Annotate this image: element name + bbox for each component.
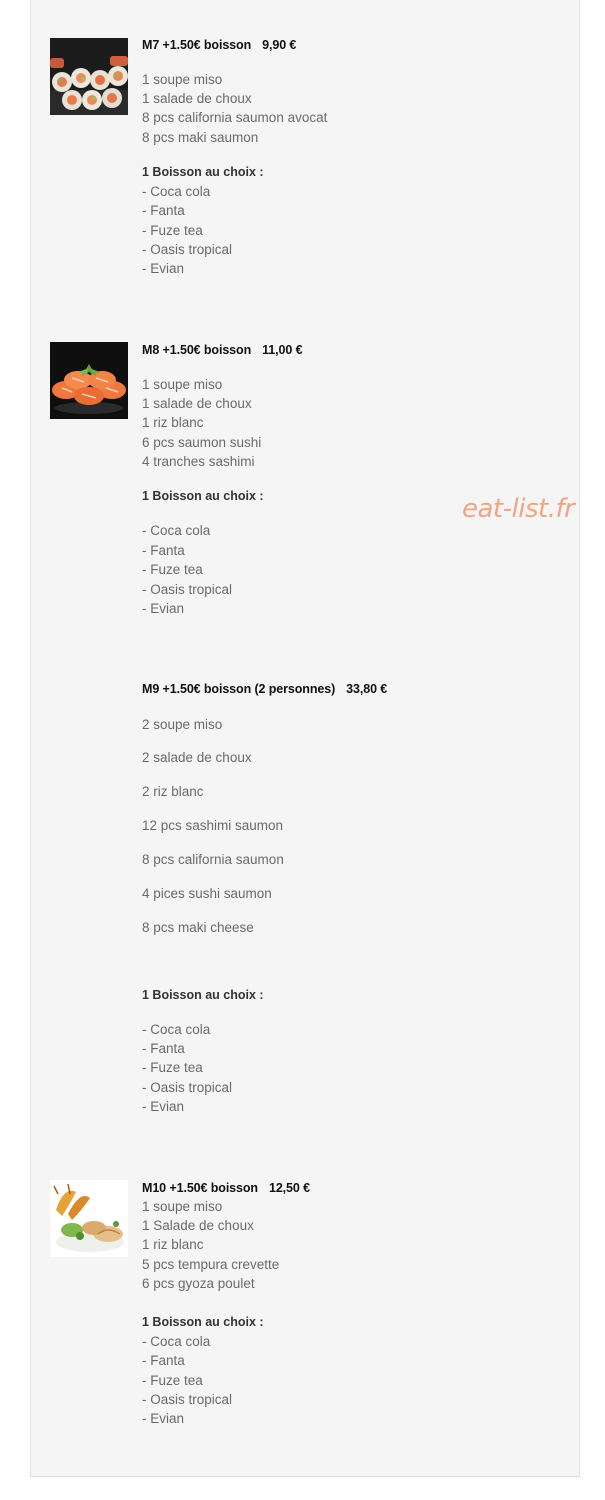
m7-name: M7 +1.50€ boisson xyxy=(142,38,252,52)
m9-drink: - Oasis tropical xyxy=(142,1080,233,1095)
m10-item: 1 riz blanc xyxy=(142,1237,204,1252)
m8-drink: - Coca cola xyxy=(142,523,211,538)
m9-drink: - Fanta xyxy=(142,1041,185,1056)
m9-item: 2 salade de choux xyxy=(142,750,252,765)
m9-drink: - Fuze tea xyxy=(142,1060,203,1075)
m7-drink: - Coca cola xyxy=(142,184,211,199)
m8-title xyxy=(142,343,302,357)
m7-item: 8 pcs california saumon avocat xyxy=(142,110,328,125)
m10-drink: - Evian xyxy=(142,1411,185,1426)
m8-drink: - Oasis tropical xyxy=(142,582,233,597)
m7-title xyxy=(142,38,296,52)
m10-drink: - Fanta xyxy=(142,1353,185,1368)
sushi-rolls-icon xyxy=(50,38,128,115)
m9-item: 2 riz blanc xyxy=(142,784,204,799)
m9-item: 12 pcs sashimi saumon xyxy=(142,818,284,833)
m10-drink-heading: 1 Boisson au choix : xyxy=(142,1315,264,1329)
m10-photo xyxy=(50,1180,128,1257)
watermark: eat-list.fr xyxy=(462,494,575,524)
m10-drink: - Coca cola xyxy=(142,1334,211,1349)
m10-drink: - Oasis tropical xyxy=(142,1392,233,1407)
salmon-sushi-icon xyxy=(50,342,128,419)
m8-drink: - Fanta xyxy=(142,543,185,558)
m9-item: 8 pcs maki cheese xyxy=(142,920,254,935)
m10-name: M10 +1.50€ boisson xyxy=(142,1181,258,1195)
m9-title xyxy=(142,682,387,696)
m7-drink: - Fanta xyxy=(142,203,185,218)
tempura-gyoza-icon xyxy=(50,1180,128,1257)
m8-photo xyxy=(50,342,128,419)
m8-item: 4 tranches sashimi xyxy=(142,454,255,469)
m8-drink-heading: 1 Boisson au choix : xyxy=(142,489,264,503)
m9-item: 2 soupe miso xyxy=(142,717,223,732)
m8-item: 1 riz blanc xyxy=(142,415,204,430)
m7-drink: - Evian xyxy=(142,261,185,276)
m10-price: 12,50 € xyxy=(268,1181,310,1195)
m9-name: M9 +1.50€ boisson (2 personnes) xyxy=(142,682,336,696)
m8-item: 6 pcs saumon sushi xyxy=(142,435,262,450)
m9-drink: - Evian xyxy=(142,1099,185,1114)
m10-item: 6 pcs gyoza poulet xyxy=(142,1276,255,1291)
m10-item: 1 soupe miso xyxy=(142,1199,223,1214)
m7-item: 1 soupe miso xyxy=(142,72,223,87)
m7-drink: - Fuze tea xyxy=(142,223,203,238)
m7-drink-heading: 1 Boisson au choix : xyxy=(142,165,264,179)
m10-item: 5 pcs tempura crevette xyxy=(142,1257,280,1272)
m7-photo xyxy=(50,38,128,115)
m7-item: 1 salade de choux xyxy=(142,91,252,106)
m10-item: 1 Salade de choux xyxy=(142,1218,254,1233)
m7-price: 9,90 € xyxy=(262,38,297,52)
m9-item: 8 pcs california saumon xyxy=(142,852,284,867)
m8-drink: - Evian xyxy=(142,601,185,616)
m9-item: 4 pices sushi saumon xyxy=(142,886,272,901)
m9-drink: - Coca cola xyxy=(142,1022,211,1037)
m7-item: 8 pcs maki saumon xyxy=(142,130,259,145)
m8-item: 1 soupe miso xyxy=(142,377,223,392)
m8-name: M8 +1.50€ boisson xyxy=(142,343,252,357)
m8-price: 11,00 € xyxy=(262,343,303,357)
m8-drink: - Fuze tea xyxy=(142,562,203,577)
m10-title xyxy=(142,1181,310,1195)
m9-price: 33,80 € xyxy=(346,682,388,696)
m9-drink-heading: 1 Boisson au choix : xyxy=(142,988,264,1002)
m7-drink: - Oasis tropical xyxy=(142,242,233,257)
m10-drink: - Fuze tea xyxy=(142,1373,203,1388)
m8-item: 1 salade de choux xyxy=(142,396,252,411)
